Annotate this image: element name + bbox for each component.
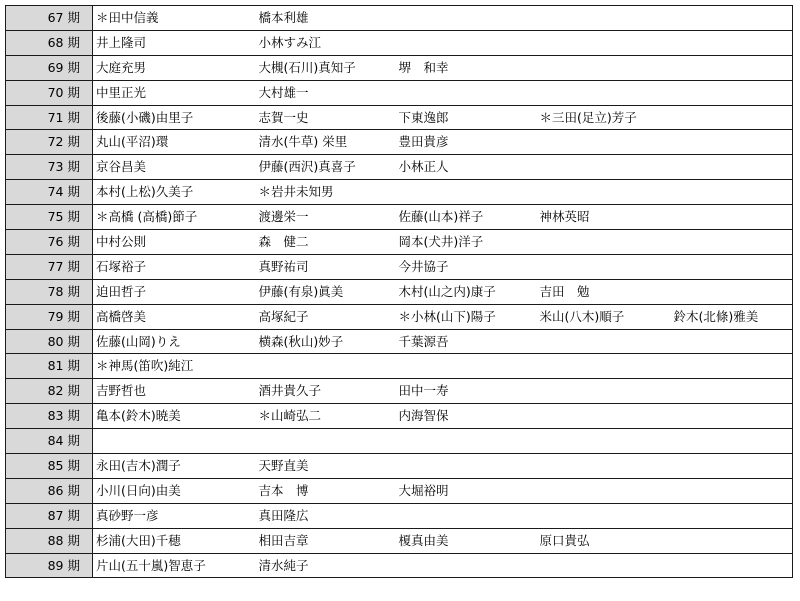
member-name-cell: 米山(八木)順子	[539, 308, 625, 324]
member-name-cell: ＊岩井未知男	[258, 184, 334, 200]
member-name-cell: 吉野哲也	[96, 383, 147, 399]
member-name-cell: 清水(牛草) 栄里	[258, 134, 348, 150]
member-name-cell: ＊三田(足立)芳子	[539, 109, 637, 125]
member-name-cell: ＊田中信義	[96, 9, 159, 25]
member-name-cell	[537, 354, 671, 379]
member-name-cell	[537, 429, 671, 454]
member-name-cell	[671, 80, 793, 105]
member-name-cell	[671, 6, 793, 31]
member-name-cell	[256, 354, 396, 379]
table-row	[6, 105, 793, 130]
member-name-cell	[93, 429, 256, 454]
member-name-cell	[396, 454, 537, 479]
member-name-cell	[537, 503, 671, 528]
member-name-cell	[537, 130, 671, 155]
member-name-cell: 後藤(小磯)由里子	[96, 109, 194, 125]
member-name-cell: 高橋啓美	[96, 308, 147, 324]
member-name-cell	[537, 254, 671, 279]
member-name-cell	[671, 354, 793, 379]
member-name-cell: 鈴木(北條)雅美	[671, 304, 793, 329]
member-name-cell	[671, 454, 793, 479]
member-name-cell	[537, 155, 671, 180]
table-row	[6, 329, 793, 354]
member-name-cell	[396, 30, 537, 55]
table-row	[6, 30, 793, 55]
period-cell: 77 期	[6, 254, 93, 279]
member-name-cell: ＊高橋 (高橋)節子	[96, 209, 198, 225]
member-name-cell: 吉本 博	[258, 482, 309, 498]
member-name-cell: 佐藤(山本)祥子	[398, 209, 484, 225]
period-cell: 71 期	[6, 105, 93, 130]
member-name-cell: 伊藤(西沢)真喜子	[258, 159, 356, 175]
member-name-cell: 渡邊栄一	[258, 209, 309, 225]
member-name-cell: 堺 和幸	[398, 59, 449, 75]
period-cell: 81 期	[6, 354, 93, 379]
table-row	[6, 379, 793, 404]
member-name-cell: 千葉源吾	[398, 333, 449, 349]
member-name-cell: ＊神馬(笛吹)純江	[96, 358, 194, 374]
member-name-cell	[671, 55, 793, 80]
table-row	[6, 429, 793, 454]
member-name-cell: 井上隆司	[96, 34, 147, 50]
member-name-cell: ＊山崎弘二	[258, 408, 322, 424]
member-name-cell	[537, 329, 671, 354]
member-name-cell	[537, 230, 671, 255]
table-row	[6, 304, 793, 329]
table-row	[6, 454, 793, 479]
member-name-cell	[396, 429, 537, 454]
period-cell: 76 期	[6, 230, 93, 255]
period-cell: 78 期	[6, 279, 93, 304]
member-name-cell	[671, 329, 793, 354]
member-name-cell	[537, 30, 671, 55]
member-name-cell	[671, 205, 793, 230]
member-name-cell	[537, 6, 671, 31]
member-name-cell	[671, 155, 793, 180]
member-name-cell: 清水純子	[258, 557, 309, 573]
table-row	[6, 478, 793, 503]
member-name-cell: 志賀一史	[258, 109, 309, 125]
table-row	[6, 230, 793, 255]
table-row	[6, 503, 793, 528]
period-cell: 82 期	[6, 379, 93, 404]
table-row	[6, 205, 793, 230]
period-cell: 79 期	[6, 304, 93, 329]
member-name-cell: 小林すみ江	[258, 34, 322, 50]
table-row	[6, 279, 793, 304]
table-row	[6, 404, 793, 429]
member-name-cell	[671, 528, 793, 553]
member-name-cell	[537, 404, 671, 429]
period-cell: 69 期	[6, 55, 93, 80]
table-row	[6, 6, 793, 31]
member-name-cell	[537, 454, 671, 479]
member-name-cell	[396, 6, 537, 31]
member-name-cell: 豊田貴彦	[398, 134, 449, 150]
roster-table-body	[6, 6, 793, 578]
table-row	[6, 155, 793, 180]
period-cell: 70 期	[6, 80, 93, 105]
period-cell: 87 期	[6, 503, 93, 528]
member-name-cell: 今井協子	[398, 258, 449, 274]
member-name-cell	[671, 230, 793, 255]
period-cell: 86 期	[6, 478, 93, 503]
member-name-cell: 永田(吉木)潤子	[96, 457, 181, 473]
member-name-cell: 佐藤(山岡)りえ	[96, 333, 181, 349]
member-name-cell: 原口貴弘	[539, 532, 590, 548]
member-name-cell: ＊小林(山下)陽子	[398, 308, 496, 324]
member-name-cell: 小林正人	[398, 159, 449, 175]
member-name-cell: 真砂野一彦	[96, 507, 159, 523]
period-cell: 72 期	[6, 130, 93, 155]
member-name-cell: 大堀裕明	[398, 482, 449, 498]
period-cell: 80 期	[6, 329, 93, 354]
member-name-cell: 森 健二	[258, 233, 309, 249]
member-name-cell: 丸山(平沼)環	[96, 134, 169, 150]
member-name-cell	[537, 553, 671, 578]
member-name-cell: 神林英昭	[539, 209, 590, 225]
member-name-cell: 高塚紀子	[258, 308, 309, 324]
member-name-cell	[671, 478, 793, 503]
member-name-cell: 吉田 勉	[539, 283, 590, 299]
member-name-cell: 大村雄一	[258, 84, 309, 100]
member-name-cell	[671, 105, 793, 130]
table-row	[6, 254, 793, 279]
table-row	[6, 180, 793, 205]
period-cell: 89 期	[6, 553, 93, 578]
member-name-cell: 下東逸郎	[398, 109, 449, 125]
table-row	[6, 130, 793, 155]
member-name-cell: 真田隆広	[258, 507, 309, 523]
roster-table	[5, 5, 793, 578]
member-name-cell: 小川(日向)由美	[96, 482, 181, 498]
member-name-cell: 京谷昌美	[96, 159, 147, 175]
member-name-cell: 岡本(犬井)洋子	[398, 233, 484, 249]
member-name-cell: 中村公則	[96, 233, 147, 249]
member-name-cell	[671, 30, 793, 55]
table-row	[6, 354, 793, 379]
period-cell: 68 期	[6, 30, 93, 55]
member-name-cell	[396, 553, 537, 578]
member-name-cell	[671, 180, 793, 205]
period-cell: 84 期	[6, 429, 93, 454]
member-name-cell	[396, 354, 537, 379]
member-name-cell: 相田吉章	[258, 532, 309, 548]
member-name-cell: 中里正光	[96, 84, 147, 100]
member-name-cell	[671, 503, 793, 528]
period-cell: 67 期	[6, 6, 93, 31]
member-name-cell: 本村(上松)久美子	[96, 184, 194, 200]
member-name-cell	[671, 553, 793, 578]
member-name-cell: 田中一寿	[398, 383, 449, 399]
member-name-cell: 酒井貴久子	[258, 383, 322, 399]
member-name-cell: 真野祐司	[258, 258, 309, 274]
period-cell: 83 期	[6, 404, 93, 429]
table-row	[6, 55, 793, 80]
member-name-cell	[396, 503, 537, 528]
member-name-cell	[671, 429, 793, 454]
period-cell: 73 期	[6, 155, 93, 180]
member-name-cell	[671, 279, 793, 304]
member-name-cell: 片山(五十嵐)智恵子	[96, 557, 206, 573]
member-name-cell	[537, 478, 671, 503]
period-cell: 74 期	[6, 180, 93, 205]
member-name-cell: 横森(秋山)妙子	[258, 333, 344, 349]
member-name-cell: 石塚裕子	[96, 258, 147, 274]
member-name-cell: 橋本利雄	[258, 9, 309, 25]
member-name-cell	[671, 254, 793, 279]
period-cell: 85 期	[6, 454, 93, 479]
member-name-cell: 内海智保	[398, 408, 449, 424]
member-name-cell	[671, 379, 793, 404]
member-name-cell: 杉浦(大田)千穂	[96, 532, 181, 548]
member-name-cell: 木村(山之内)康子	[398, 283, 496, 299]
member-roster-sheet	[5, 5, 792, 578]
member-name-cell	[537, 180, 671, 205]
member-name-cell: 亀本(鈴木)暁美	[96, 408, 181, 424]
member-name-cell	[537, 55, 671, 80]
member-name-cell: 伊藤(有泉)眞美	[258, 283, 344, 299]
member-name-cell	[396, 180, 537, 205]
member-name-cell: 大槻(石川)真知子	[258, 59, 356, 75]
table-row	[6, 80, 793, 105]
period-cell: 88 期	[6, 528, 93, 553]
table-row	[6, 528, 793, 553]
member-name-cell: 大庭充男	[96, 59, 147, 75]
member-name-cell	[671, 130, 793, 155]
member-name-cell	[671, 404, 793, 429]
member-name-cell: 天野直美	[258, 457, 309, 473]
table-row	[6, 553, 793, 578]
member-name-cell: 迫田哲子	[96, 283, 147, 299]
period-cell: 75 期	[6, 205, 93, 230]
member-name-cell	[537, 80, 671, 105]
member-name-cell: 榎真由美	[398, 532, 449, 548]
member-name-cell	[396, 80, 537, 105]
member-name-cell	[537, 379, 671, 404]
member-name-cell	[256, 429, 396, 454]
